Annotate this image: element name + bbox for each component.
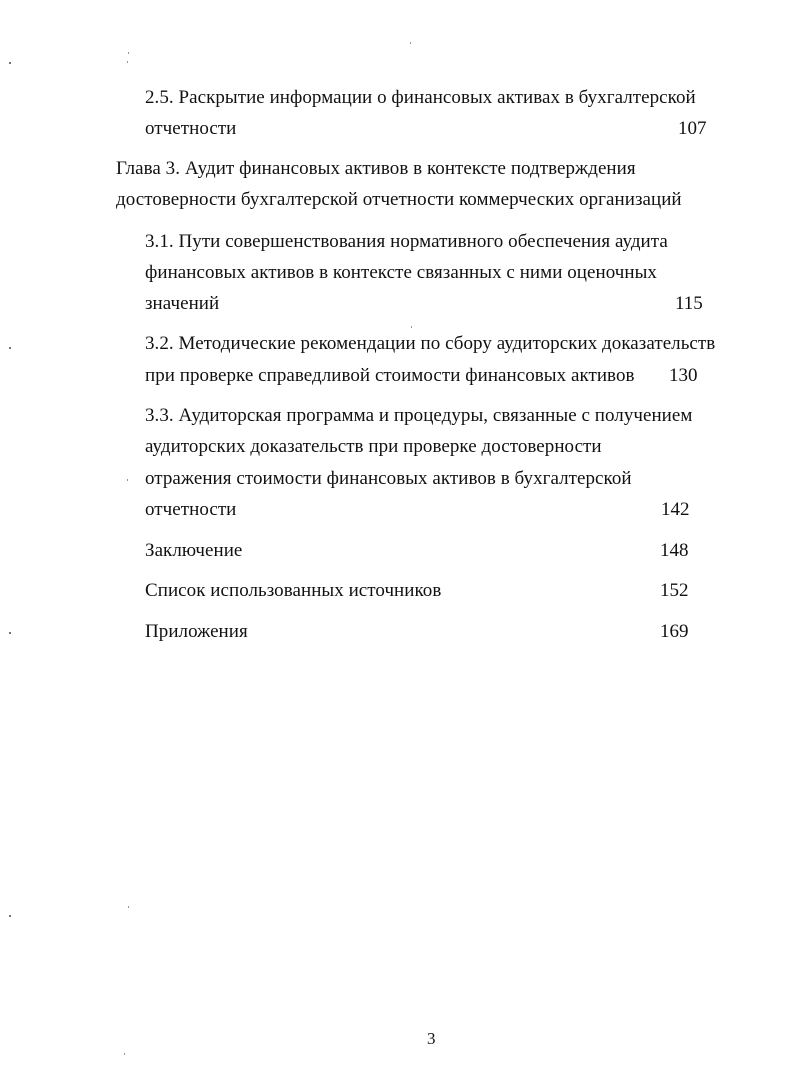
toc-2-5-line1: 2.5. Раскрытие информации о финансовых активах в бухгалтерской xyxy=(145,87,696,108)
toc-3-3-line3: отражения стоимости финансовых активов в бухгалтерской xyxy=(145,468,632,489)
toc-3-1-line1: 3.1. Пути совершенствования нормативного обеспечения аудита xyxy=(145,231,668,252)
scan-speck xyxy=(127,479,128,481)
toc-chapter-3-line1: Глава 3. Аудит финансовых активов в контексте подтверждения xyxy=(116,158,636,179)
toc-3-3-line4: отчетности xyxy=(145,499,237,520)
scan-speck xyxy=(9,915,11,917)
toc-chapter-3-line2: достоверности бухгалтерской отчетности коммерческих организаций xyxy=(116,189,682,210)
scan-speck xyxy=(128,52,129,54)
toc-conclusion-label: Заключение xyxy=(145,540,243,561)
toc-3-1-page: 115 xyxy=(675,293,703,314)
scan-speck xyxy=(124,1053,125,1055)
toc-3-2-line2: при проверке справедливой стоимости финансовых активов xyxy=(145,365,635,386)
toc-3-1-line2: финансовых активов в контексте связанных с ними оценочных xyxy=(145,262,657,283)
toc-2-5-page: 107 xyxy=(678,118,707,139)
scan-speck xyxy=(128,906,129,908)
page-number: 3 xyxy=(427,1029,436,1048)
toc-3-3-line2: аудиторских доказательств при проверке достоверности xyxy=(145,436,602,457)
toc-3-3-page: 142 xyxy=(661,499,690,520)
scan-speck xyxy=(411,326,412,328)
scan-speck xyxy=(410,42,411,44)
toc-conclusion-page: 148 xyxy=(660,540,689,561)
scan-speck xyxy=(9,632,11,634)
toc-references-label: Список использованных источников xyxy=(145,580,442,601)
toc-3-2-line1: 3.2. Методические рекомендации по сбору аудиторских доказательств xyxy=(145,333,716,354)
toc-appendices-page: 169 xyxy=(660,621,689,642)
toc-appendices-label: Приложения xyxy=(145,621,248,642)
scan-speck xyxy=(9,62,11,64)
toc-2-5-line2: отчетности xyxy=(145,118,237,139)
toc-3-3-line1: 3.3. Аудиторская программа и процедуры, связанные с получением xyxy=(145,405,693,426)
toc-references-page: 152 xyxy=(660,580,689,601)
toc-3-2-page: 130 xyxy=(669,365,698,386)
scan-speck xyxy=(127,61,128,63)
scan-speck xyxy=(9,347,11,349)
toc-3-1-line3: значений xyxy=(145,293,220,314)
